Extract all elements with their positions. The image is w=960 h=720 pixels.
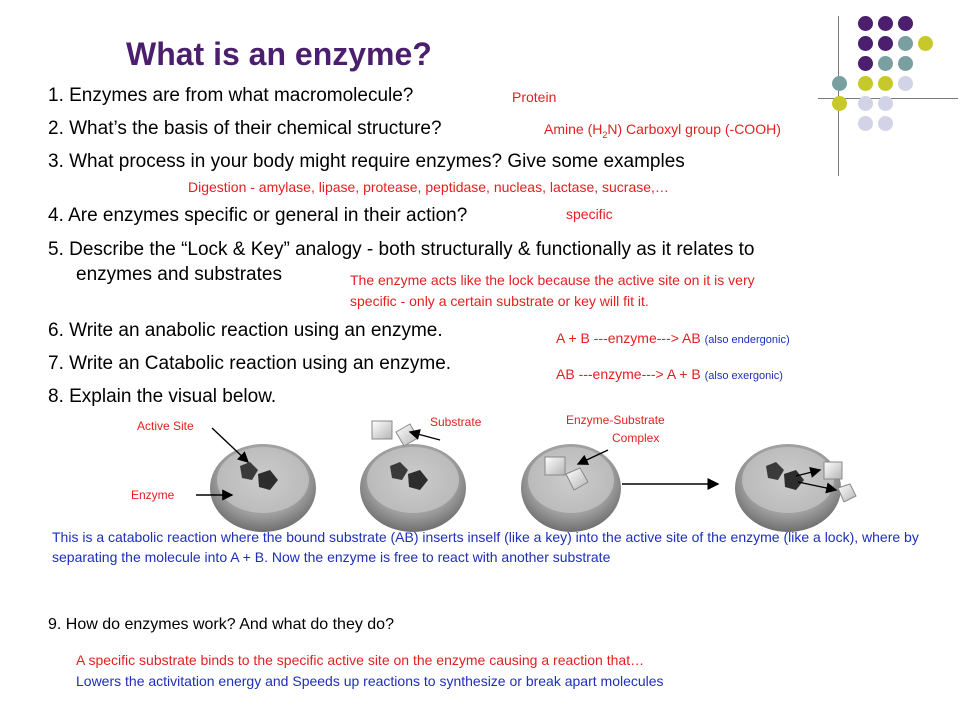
answer-5-line-1: The enzyme acts like the lock because the active site on it is very	[350, 272, 755, 288]
question-7: 7. Write an Catabolic reaction using an enzyme.	[48, 353, 452, 374]
answer-9-line-2: Lowers the activitation energy and Speeds up reactions to synthesize or break apart molecules	[76, 673, 664, 689]
answer-7: AB ---enzyme---> A + B (also exergonic)	[556, 366, 783, 382]
answer-5-line-2: specific - only a certain substrate or key will fit it.	[350, 293, 649, 309]
question-5: 5. Describe the “Lock & Key” analogy - both structurally & functionally as it relates to	[48, 239, 755, 260]
label-active-site: Active Site	[137, 419, 194, 433]
answer-4: specific	[566, 206, 613, 222]
label-substrate: Substrate	[430, 415, 482, 429]
question-3: 3. What process in your body might require enzymes? Give some examples	[48, 151, 685, 172]
answer-6: A + B ---enzyme---> AB (also endergonic)	[556, 330, 790, 346]
question-5-continued: enzymes and substrates	[76, 264, 282, 285]
page-title: What is an enzyme?	[126, 36, 432, 72]
question-8: 8. Explain the visual below.	[48, 386, 277, 407]
question-6: 6. Write an anabolic reaction using an enzyme.	[48, 320, 443, 341]
answer-9-line-1: A specific substrate binds to the specific active site on the enzyme causing a reaction that…	[76, 652, 645, 668]
complex-cube-a	[545, 457, 565, 475]
question-2: 2. What’s the basis of their chemical structure?	[48, 118, 442, 139]
label-complex-line-2: Complex	[612, 431, 660, 445]
answer-3: Digestion - amylase, lipase, protease, peptidase, nucleas, lactase, sucrase,…	[188, 179, 669, 195]
question-1: 1. Enzymes are from what macromolecule?	[48, 85, 414, 106]
product-cube-a	[824, 462, 842, 479]
label-enzyme: Enzyme	[131, 488, 175, 502]
answer-1: Protein	[512, 89, 557, 105]
product-cube-b	[838, 484, 856, 502]
answer-2: Amine $(H_2N)$ Carboxyl group (-COOH)	[544, 121, 781, 140]
substrate-cube-a	[372, 421, 392, 439]
diagram-explanation: This is a catabolic reaction where the bound substrate (AB) inserts inself (like a key) into the active site of the enzyme (like a lock), where by separating the molecule into A + B. Now the enzyme is free to react with another substrate	[52, 529, 919, 565]
substrate-cube-b	[396, 424, 418, 446]
question-4: 4. Are enzymes specific or general in their action?	[48, 205, 468, 226]
question-9: 9. How do enzymes work? And what do they do?	[48, 616, 394, 633]
label-complex-line-1: Enzyme-Substrate	[566, 413, 665, 427]
